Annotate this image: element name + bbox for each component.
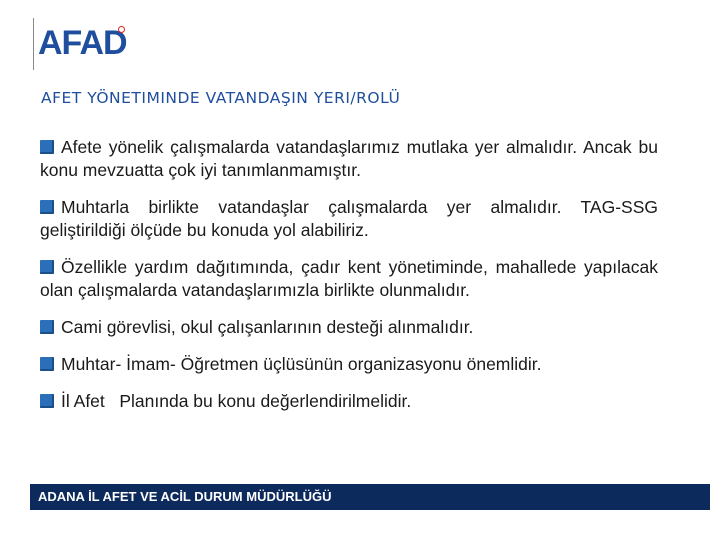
bullet-text: Cami görevlisi, okul çalışanlarının desteği alınmalıdır. bbox=[61, 317, 474, 337]
bullet-item bbox=[40, 316, 658, 339]
bullet-item bbox=[40, 353, 658, 376]
checkbox-bullet-icon bbox=[40, 260, 54, 274]
footer-organization: ADANA İL AFET VE ACİL DURUM MÜDÜRLÜĞÜ bbox=[38, 489, 332, 504]
bullet-item bbox=[40, 256, 658, 302]
bullet-item bbox=[40, 390, 658, 413]
logo-registered-mark-icon bbox=[118, 26, 125, 33]
logo-divider bbox=[33, 18, 34, 70]
bullet-list bbox=[40, 136, 658, 413]
bullet-text: Muhtarla birlikte vatandaşlar çalışmalarda yer almalıdır. TAG-SSG geliştirildiği ölçüde bu konuda yol alabiliriz. bbox=[40, 197, 658, 240]
footer-bar bbox=[30, 472, 710, 510]
slide-title: AFET YÖNETIMINDE VATANDAŞIN YERI/ROLÜ bbox=[41, 89, 401, 107]
bullet-text: Afete yönelik çalışmalarda vatandaşlarımız mutlaka yer almalıdır. Ancak bu konu mevzuatta çok iyi tanımlanmamıştır. bbox=[40, 137, 658, 180]
bullet-text: İl Afet Planında bu konu değerlendirilmelidir. bbox=[61, 391, 412, 411]
bullet-item bbox=[40, 136, 658, 182]
checkbox-bullet-icon bbox=[40, 394, 54, 408]
checkbox-bullet-icon bbox=[40, 320, 54, 334]
checkbox-bullet-icon bbox=[40, 357, 54, 371]
checkbox-bullet-icon bbox=[40, 200, 54, 214]
bullet-text: Muhtar- İmam- Öğretmen üçlüsünün organizasyonu önemlidir. bbox=[61, 354, 542, 374]
bullet-item bbox=[40, 196, 658, 242]
checkbox-bullet-icon bbox=[40, 140, 54, 154]
page-number: 28 bbox=[683, 472, 698, 487]
bullet-text: Özellikle yardım dağıtımında, çadır kent yönetiminde, mahallede yapılacak olan çalışmalarda vatandaşlarımızla birlikte olunmalıdır. bbox=[40, 257, 658, 300]
afad-logo: AFAD bbox=[38, 24, 127, 62]
